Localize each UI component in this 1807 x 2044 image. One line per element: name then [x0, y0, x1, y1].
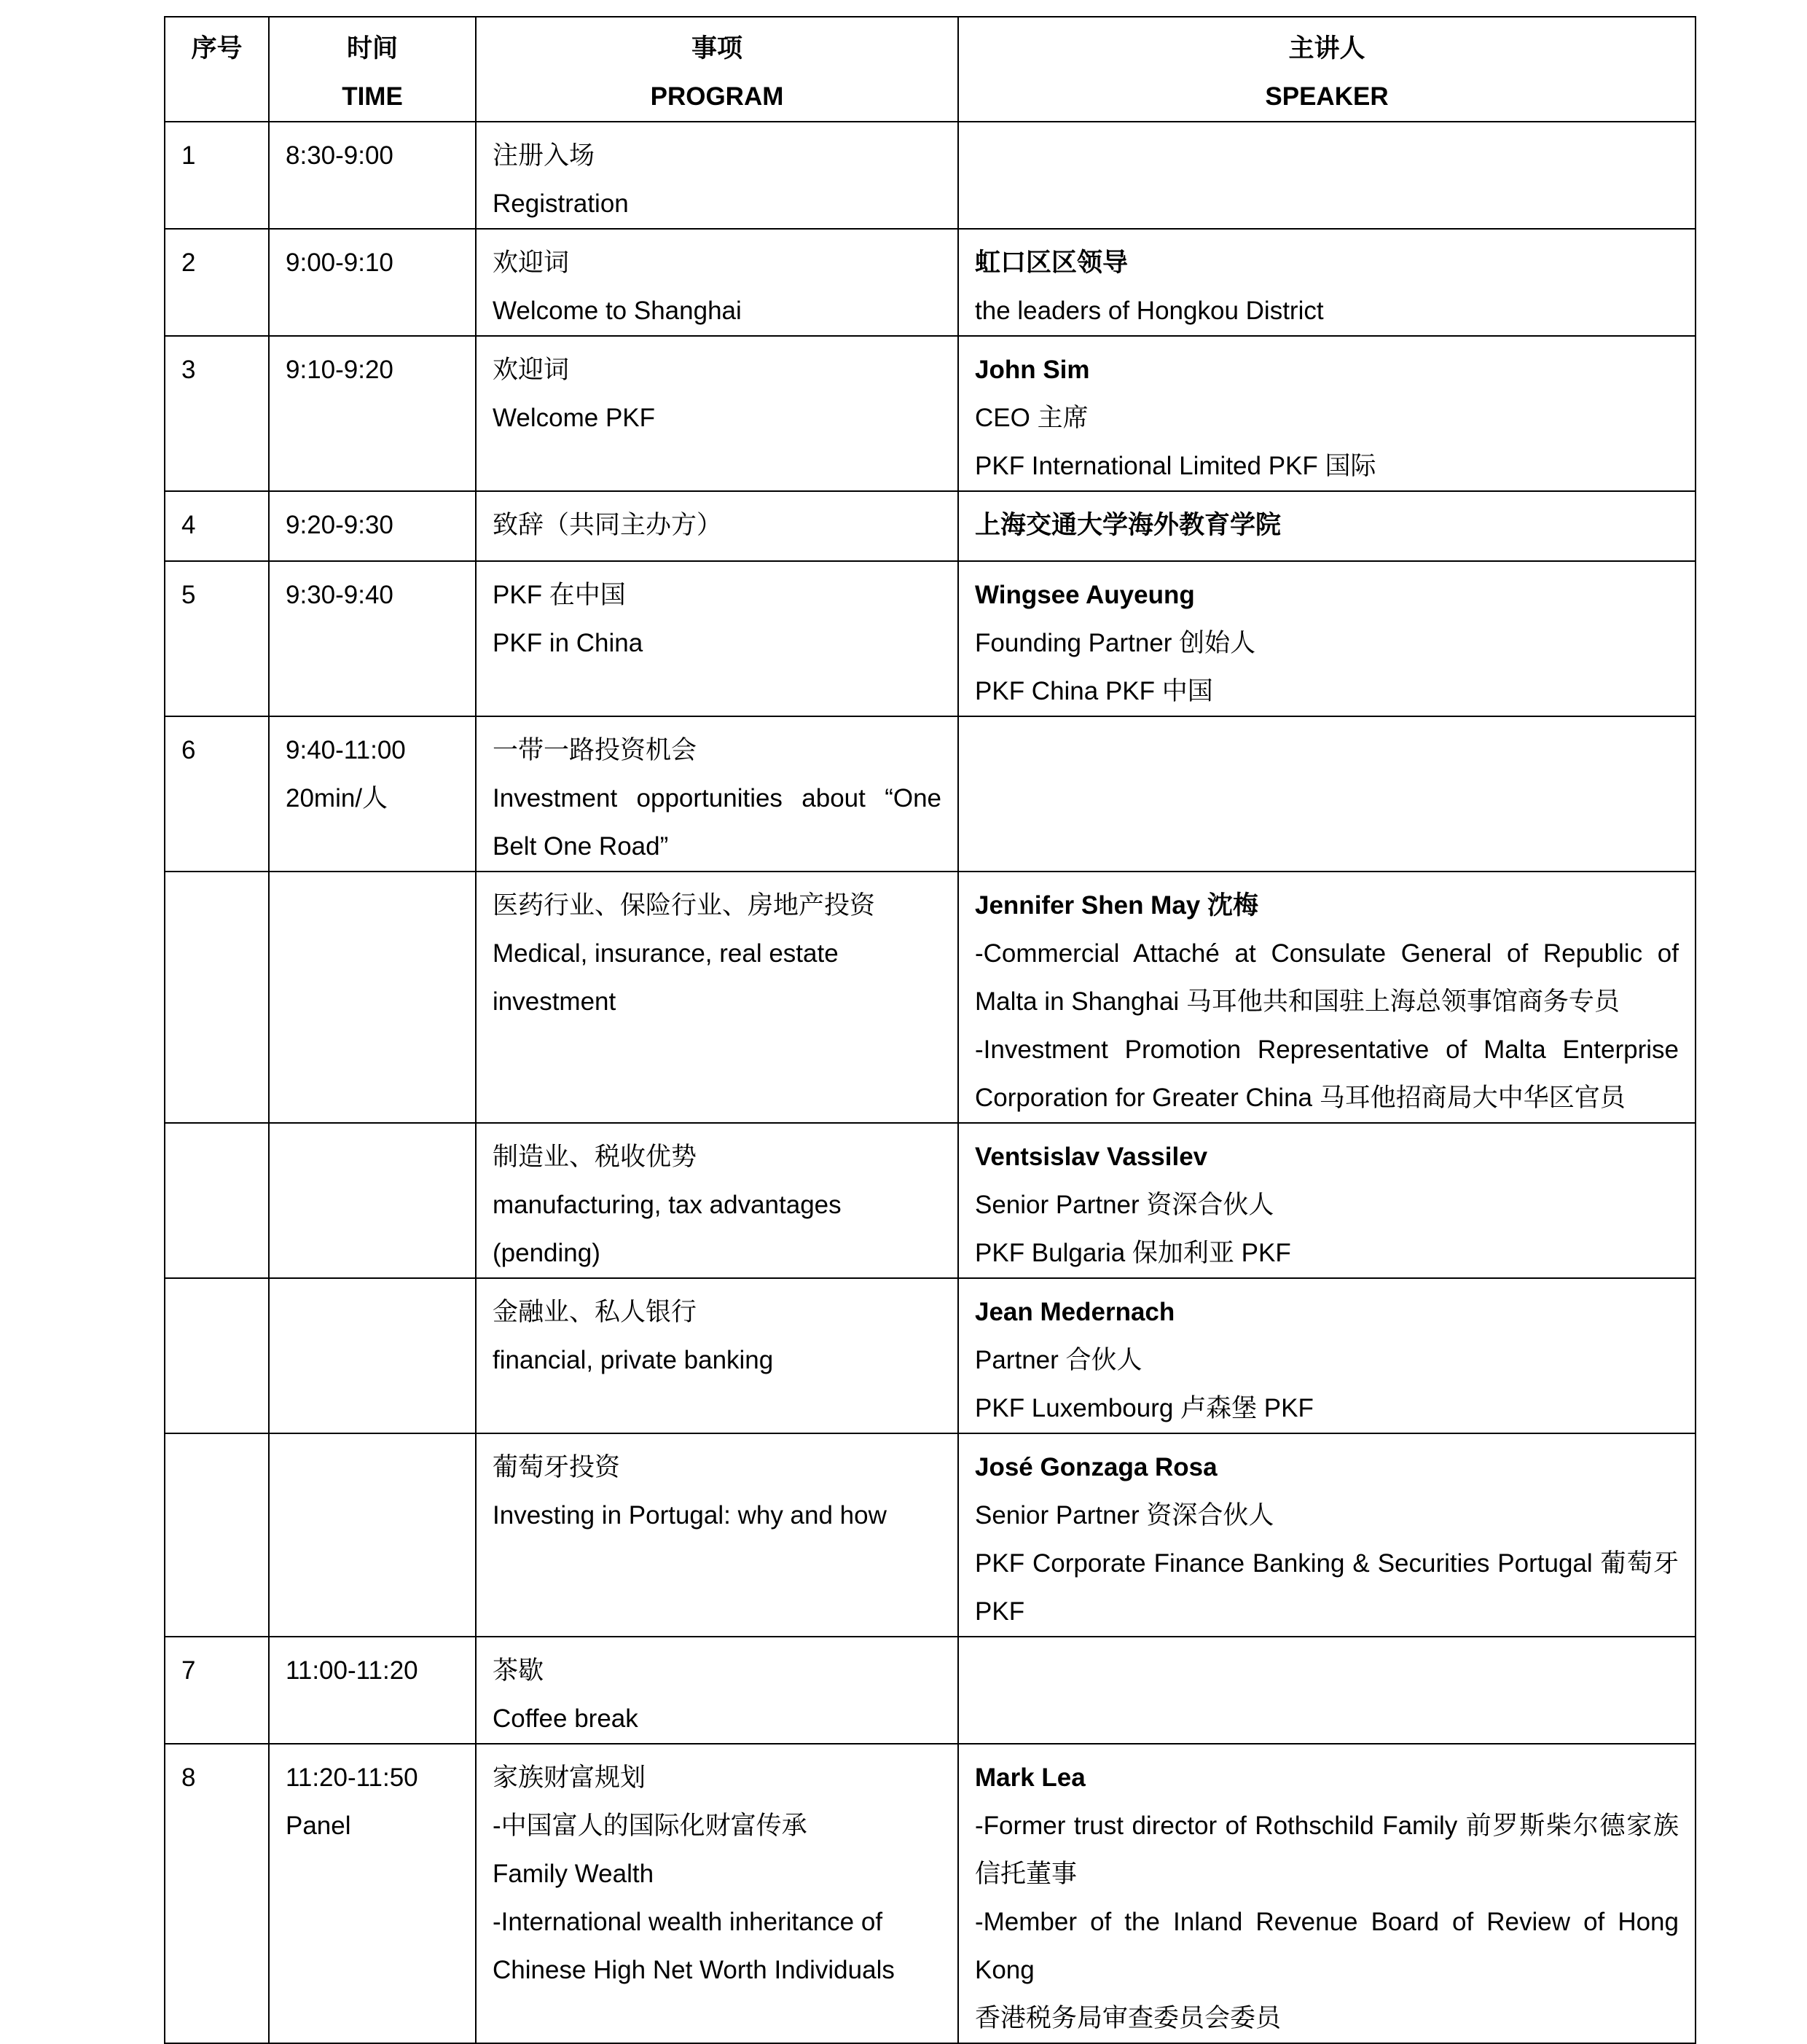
- cell-program: 欢迎词 Welcome PKF: [476, 336, 958, 491]
- cell-time: 11:20-11:50 Panel: [269, 1744, 476, 2043]
- cell-speaker: [958, 1637, 1696, 1744]
- cell-program: 金融业、私人银行 financial, private banking: [476, 1278, 958, 1433]
- cell-program: PKF 在中国 PKF in China: [476, 561, 958, 716]
- cell-time: 8:30-9:00: [269, 122, 476, 229]
- cell-no: 4: [165, 491, 269, 561]
- cell-time: 9:00-9:10: [269, 229, 476, 336]
- table-row: [165, 872, 1696, 1123]
- header-row: [165, 17, 1696, 122]
- cell-program: 注册入场 Registration: [476, 122, 958, 229]
- cell-time: 11:00-11:20: [269, 1637, 476, 1744]
- cell-speaker: Ventsislav Vassilev Senior Partner 资深合伙人 PKF Bulgaria 保加利亚 PKF: [958, 1123, 1696, 1278]
- cell-program: 欢迎词 Welcome to Shanghai: [476, 229, 958, 336]
- table-row: [165, 716, 1696, 872]
- table-row: [165, 229, 1696, 336]
- cell-no: 6: [165, 716, 269, 872]
- header-speaker: 主讲人 SPEAKER: [958, 17, 1696, 122]
- table-row: [165, 561, 1696, 716]
- cell-speaker: 虹口区区领导 the leaders of Hongkou District: [958, 229, 1696, 336]
- cell-program: 致辞（共同主办方）: [476, 491, 958, 561]
- cell-no: 8: [165, 1744, 269, 2043]
- cell-time: [269, 1433, 476, 1637]
- cell-program: 茶歇 Coffee break: [476, 1637, 958, 1744]
- cell-time: [269, 872, 476, 1123]
- table-row: [165, 1637, 1696, 1744]
- cell-program: 一带一路投资机会 Investment opportunities about “One Belt One Road”: [476, 716, 958, 872]
- table-row: [165, 336, 1696, 491]
- header-program: 事项 PROGRAM: [476, 17, 958, 122]
- cell-speaker: [958, 122, 1696, 229]
- cell-no: 7: [165, 1637, 269, 1744]
- cell-time: 9:10-9:20: [269, 336, 476, 491]
- table-row: [165, 1123, 1696, 1278]
- cell-time: [269, 1278, 476, 1433]
- cell-no: [165, 1278, 269, 1433]
- cell-program: 家族财富规划 -中国富人的国际化财富传承 Family Wealth -International wealth inheritance of Chinese High Net Worth Individuals: [476, 1744, 958, 2043]
- table-row: [165, 1744, 1696, 2043]
- cell-no: 5: [165, 561, 269, 716]
- cell-time: 9:30-9:40: [269, 561, 476, 716]
- table-row: [165, 1278, 1696, 1433]
- cell-program: 制造业、税收优势 manufacturing, tax advantages (pending): [476, 1123, 958, 1278]
- cell-program: 医药行业、保险行业、房地产投资 Medical, insurance, real estate investment: [476, 872, 958, 1123]
- cell-no: [165, 872, 269, 1123]
- table-row: [165, 1433, 1696, 1637]
- cell-time: 9:40-11:00 20min/人: [269, 716, 476, 872]
- header-time: 时间 TIME: [269, 17, 476, 122]
- cell-speaker: Mark Lea -Former trust director of Rothschild Family 前罗斯柴尔德家族 信托董事 -Member of the Inland Revenue Board of Review of Hong Kong 香港税务局审查委员会委员: [958, 1744, 1696, 2043]
- cell-no: 2: [165, 229, 269, 336]
- cell-speaker: [958, 716, 1696, 872]
- table-row: [165, 491, 1696, 561]
- cell-speaker: Wingsee Auyeung Founding Partner 创始人 PKF China PKF 中国: [958, 561, 1696, 716]
- cell-speaker: Jean Medernach Partner 合伙人 PKF Luxembourg 卢森堡 PKF: [958, 1278, 1696, 1433]
- cell-speaker: José Gonzaga Rosa Senior Partner 资深合伙人 PKF Corporate Finance Banking & Securities Portugal 葡萄牙 PKF: [958, 1433, 1696, 1637]
- cell-time: [269, 1123, 476, 1278]
- cell-no: 3: [165, 336, 269, 491]
- cell-speaker: Jennifer Shen May 沈梅 -Commercial Attaché at Consulate General of Republic of Malta in Shanghai 马耳他共和国驻上海总领事馆商务专员 -Investment Promotion Representative of Malta Enterprise Corporation for Greater China 马耳他招商局大中华区官员: [958, 872, 1696, 1123]
- cell-speaker: John Sim CEO 主席 PKF International Limited PKF 国际: [958, 336, 1696, 491]
- agenda-table: [164, 16, 1696, 2044]
- cell-no: 1: [165, 122, 269, 229]
- cell-speaker: 上海交通大学海外教育学院: [958, 491, 1696, 561]
- cell-no: [165, 1433, 269, 1637]
- cell-time: 9:20-9:30: [269, 491, 476, 561]
- cell-no: [165, 1123, 269, 1278]
- header-no: 序号: [165, 17, 269, 122]
- cell-program: 葡萄牙投资 Investing in Portugal: why and how: [476, 1433, 958, 1637]
- table-row: [165, 122, 1696, 229]
